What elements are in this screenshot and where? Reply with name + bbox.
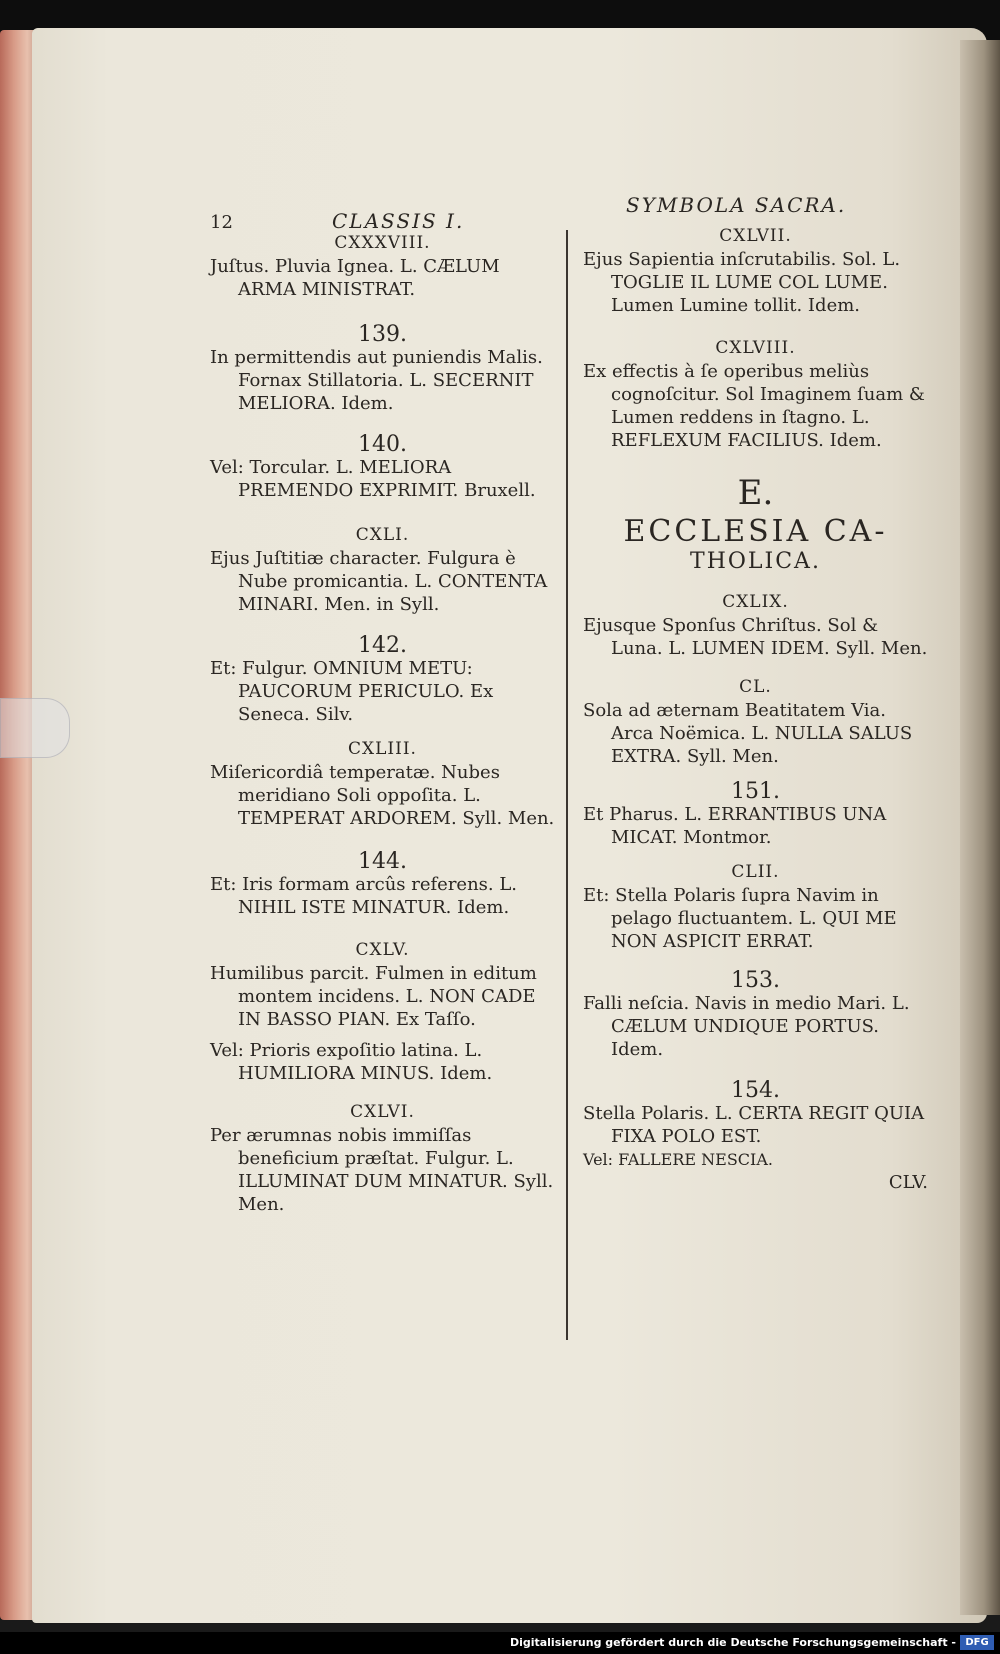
entry-label: 154. bbox=[731, 1078, 780, 1103]
entry-text: Sola ad æternam Beatitatem Via. Arca Noëmica. L. NULLA SALUS EXTRA. Syll. Men. bbox=[583, 700, 913, 767]
bookmark-tab bbox=[0, 698, 70, 758]
entry-label: CXLV. bbox=[355, 940, 410, 960]
entry-text: Et: Stella Polaris ſupra Navim in pelago fluctuantem. L. QUI ME NON ASPICIT ERRAT. bbox=[583, 885, 897, 952]
entry-label: CLII. bbox=[731, 862, 780, 882]
running-header-right: SYMBOLA SACRA. bbox=[626, 193, 847, 217]
entry-text: Ex effectis à ſe operibus meliùs cognoſcitur. Sol Imaginem ſuam & Lumen reddens in ſtagno. L. REFLEXUM FACILIUS. Idem. bbox=[583, 361, 925, 451]
entry-text: Vel: Prioris expoſitio latina. L. HUMILIORA MINUS. Idem. bbox=[210, 1040, 493, 1084]
entry-label: CXLIII. bbox=[348, 739, 417, 759]
entry-text: Miſericordiâ temperatæ. Nubes meridiano Soli oppoſita. L. TEMPERAT ARDOREM. Syll. Men. bbox=[210, 762, 555, 829]
entry-label: CXLVII. bbox=[719, 226, 792, 246]
entry-label: CXXXVIII. bbox=[334, 233, 431, 253]
page-gutter-right bbox=[960, 40, 1000, 1615]
entry-text: Et: Fulgur. OMNIUM METU: PAUCORUM PERICULO. Ex Seneca. Silv. bbox=[210, 658, 494, 725]
entry-label: CXLVIII. bbox=[715, 338, 796, 358]
entry-label: CXLI. bbox=[355, 525, 410, 545]
entry-label: 140. bbox=[358, 432, 407, 457]
entry-text: Humilibus parcit. Fulmen in editum montem incidens. L. NON CADE IN BASSO PIAN. Ex Taſſo. bbox=[210, 963, 537, 1030]
entry-label: 151. bbox=[731, 779, 780, 804]
entry-text: Et: Iris formam arcûs referens. L. NIHIL ISTE MINATUR. Idem. bbox=[210, 874, 518, 918]
right-column bbox=[583, 225, 928, 1194]
entry-label: CL. bbox=[739, 677, 772, 697]
left-column bbox=[210, 232, 555, 1216]
section-title: ECCLESIA CA- bbox=[623, 514, 888, 549]
page-edge-left bbox=[0, 30, 34, 1620]
entry-label: CXLIX. bbox=[722, 592, 789, 612]
section-letter: E. bbox=[737, 473, 774, 513]
entry-label: 142. bbox=[358, 633, 407, 658]
dfg-logo: DFG bbox=[960, 1635, 994, 1650]
entry-text: Falli neſcia. Navis in medio Mari. L. CÆLUM UNDIQUE PORTUS. Idem. bbox=[583, 993, 910, 1060]
entry-text: Per ærumnas nobis immiſſas beneficium præſtat. Fulgur. L. ILLUMINAT DUM MINATUR. Syll. Men. bbox=[210, 1125, 554, 1215]
entry-text: Ejusque Sponſus Chriſtus. Sol & Luna. L. LUMEN IDEM. Syll. Men. bbox=[583, 615, 928, 659]
entry-text: Et Pharus. L. ERRANTIBUS UNA MICAT. Montmor. bbox=[583, 804, 887, 848]
entry-text: Stella Polaris. L. CERTA REGIT QUIA FIXA POLO EST. bbox=[583, 1103, 925, 1147]
section-title-continued: THOLICA. bbox=[690, 549, 821, 574]
page-number: 12 bbox=[210, 212, 233, 233]
entry-label: 153. bbox=[731, 968, 780, 993]
catchword: CLV. bbox=[888, 1172, 928, 1193]
entry-text: In permittendis aut puniendis Malis. Fornax Stillatoria. L. SECERNIT MELIORA. Idem. bbox=[210, 347, 543, 414]
entry-text: Vel: FALLERE NESCIA. bbox=[583, 1150, 773, 1169]
entry-label: 144. bbox=[358, 849, 407, 874]
column-rule bbox=[566, 230, 568, 1340]
entry-text: Ejus Sapientia inſcrutabilis. Sol. L. TOGLIE IL LUME COL LUME. Lumen Lumine tollit. Idem. bbox=[583, 249, 901, 316]
running-header-left: CLASSIS I. bbox=[332, 209, 465, 233]
entry-text: Vel: Torcular. L. MELIORA PREMENDO EXPRIMIT. Bruxell. bbox=[210, 457, 536, 501]
entry-text: Juſtus. Pluvia Ignea. L. CÆLUM ARMA MINISTRAT. bbox=[210, 256, 500, 300]
footer-credit: Digitalisierung gefördert durch die Deutsche Forschungsgemeinschaft - bbox=[509, 1636, 956, 1649]
entry-label: CXLVI. bbox=[350, 1102, 415, 1122]
entry-label: 139. bbox=[358, 322, 407, 347]
entry-text: Ejus Juſtitiæ character. Fulgura è Nube promicantia. L. CONTENTA MINARI. Men. in Syll. bbox=[210, 548, 548, 615]
